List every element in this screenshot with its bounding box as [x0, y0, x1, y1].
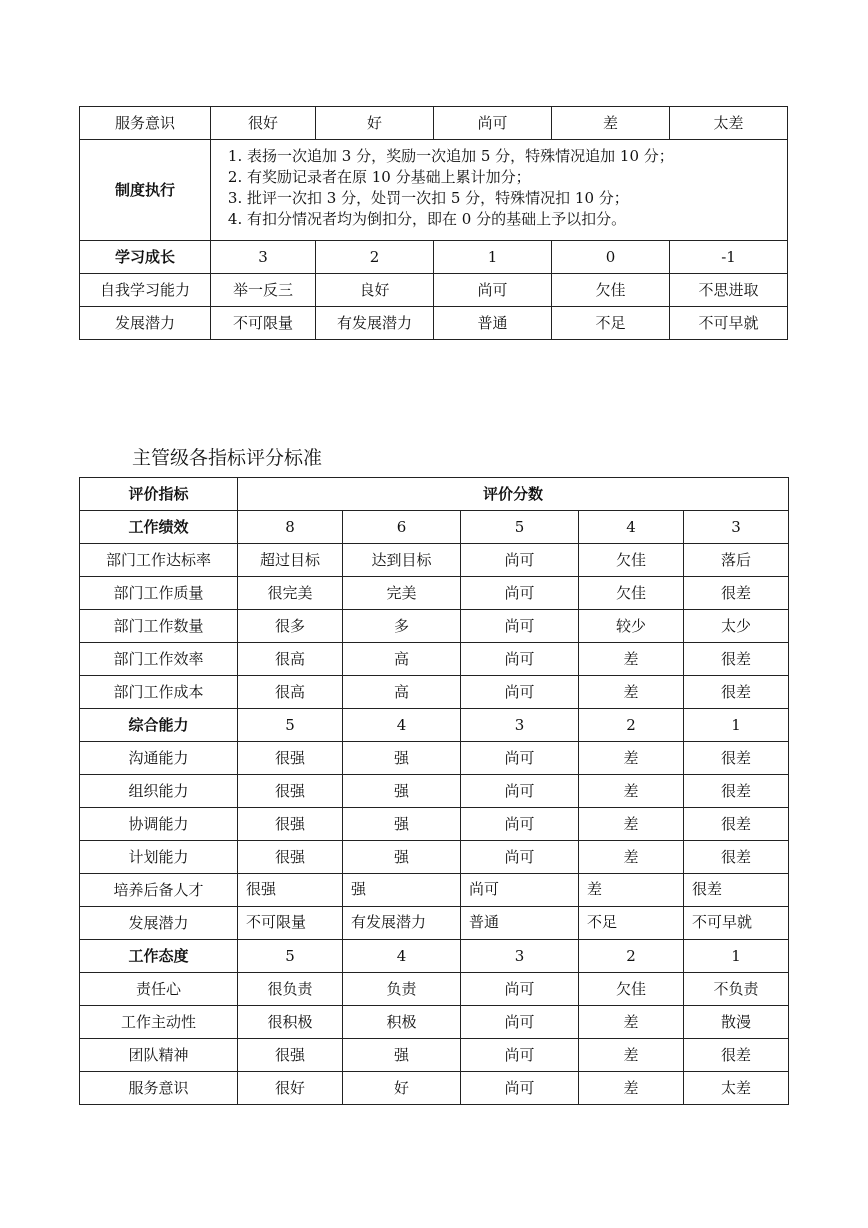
row-label: 部门工作成本: [80, 676, 238, 709]
table-cell: 欠佳: [579, 973, 684, 1006]
group-header-row: [80, 511, 789, 544]
table-cell: 完美: [343, 577, 461, 610]
table-row: [80, 907, 789, 940]
table-cell: 很强: [238, 742, 343, 775]
table-cell: 很差: [684, 775, 789, 808]
learning-growth-header-row: [80, 241, 788, 274]
score-cell: 4: [343, 709, 461, 742]
table-row: [80, 1006, 789, 1039]
table-cell: 很高: [238, 643, 343, 676]
header-score: 评价分数: [238, 478, 789, 511]
table-cell: 尚可: [434, 107, 552, 140]
score-cell: 3: [211, 241, 316, 274]
table-row: [80, 274, 788, 307]
score-cell: 1: [684, 709, 789, 742]
table-cell: 不可早就: [684, 907, 789, 940]
score-cell: 5: [238, 709, 343, 742]
staff-criteria-table-continued: [79, 106, 788, 340]
table-cell: 差: [579, 874, 684, 907]
table-cell: 欠佳: [552, 274, 670, 307]
header-indicator: 评价指标: [80, 478, 238, 511]
score-cell: 1: [684, 940, 789, 973]
table-cell: 多: [343, 610, 461, 643]
table-cell: 很强: [238, 841, 343, 874]
table-cell: 尚可: [461, 1039, 579, 1072]
table-cell: 强: [343, 874, 461, 907]
table-row: [80, 610, 789, 643]
table-cell: 强: [343, 775, 461, 808]
table-cell: 强: [343, 808, 461, 841]
group-label: 工作绩效: [80, 511, 238, 544]
table-cell: 不负责: [684, 973, 789, 1006]
table-cell: 较少: [579, 610, 684, 643]
row-label: 组织能力: [80, 775, 238, 808]
row-label: 制度执行: [80, 140, 211, 241]
score-cell: 0: [552, 241, 670, 274]
score-cell: 3: [684, 511, 789, 544]
row-label: 培养后备人才: [80, 874, 238, 907]
table-cell: 尚可: [461, 610, 579, 643]
row-label: 计划能力: [80, 841, 238, 874]
score-cell: 1: [434, 241, 552, 274]
table-cell: 太少: [684, 610, 789, 643]
table-cell: 强: [343, 841, 461, 874]
row-label: 部门工作质量: [80, 577, 238, 610]
score-cell: 3: [461, 940, 579, 973]
score-cell: 6: [343, 511, 461, 544]
rules-execution-row: [80, 140, 788, 241]
table-cell: 有发展潜力: [343, 907, 461, 940]
table-cell: 尚可: [461, 808, 579, 841]
row-label: 部门工作达标率: [80, 544, 238, 577]
group-header-row: [80, 940, 789, 973]
table-row: [80, 544, 789, 577]
rule-item: 1. 表扬一次追加 3 分，奖励一次追加 5 分，特殊情况追加 10 分；: [247, 146, 787, 167]
table-row: [80, 676, 789, 709]
row-label: 部门工作数量: [80, 610, 238, 643]
table-cell: 负责: [343, 973, 461, 1006]
table-cell: 很好: [238, 1072, 343, 1105]
table-cell: 很差: [684, 874, 789, 907]
table-cell: 很强: [238, 1039, 343, 1072]
score-cell: 4: [343, 940, 461, 973]
rule-item: 4. 有扣分情况者均为倒扣分，即在 0 分的基础上予以扣分。: [247, 209, 787, 230]
score-cell: 2: [579, 709, 684, 742]
table-cell: 尚可: [461, 775, 579, 808]
table-cell: 很负责: [238, 973, 343, 1006]
table-cell: 好: [343, 1072, 461, 1105]
table-cell: 尚可: [461, 577, 579, 610]
table-cell: 不思进取: [670, 274, 788, 307]
table-cell: 差: [579, 1006, 684, 1039]
table-row: [80, 1072, 789, 1105]
row-label: 责任心: [80, 973, 238, 1006]
row-label: 服务意识: [80, 107, 211, 140]
row-label: 发展潜力: [80, 907, 238, 940]
table-cell: 尚可: [461, 973, 579, 1006]
table-cell: 差: [579, 742, 684, 775]
group-label: 工作态度: [80, 940, 238, 973]
table-cell: 很完美: [238, 577, 343, 610]
table-cell: 不足: [579, 907, 684, 940]
table-cell: 超过目标: [238, 544, 343, 577]
table-cell: 很多: [238, 610, 343, 643]
table-row: [80, 808, 789, 841]
score-cell: 2: [316, 241, 434, 274]
score-cell: 5: [238, 940, 343, 973]
table-cell: 尚可: [461, 676, 579, 709]
table-cell: 有发展潜力: [316, 307, 434, 340]
score-cell: 8: [238, 511, 343, 544]
score-cell: 4: [579, 511, 684, 544]
table-cell: 差: [552, 107, 670, 140]
table-row: [80, 841, 789, 874]
group-label: 学习成长: [80, 241, 211, 274]
table-cell: 不足: [552, 307, 670, 340]
table-cell: 很强: [238, 874, 343, 907]
row-label: 部门工作效率: [80, 643, 238, 676]
rules-cell: [211, 140, 788, 241]
table-cell: 尚可: [461, 841, 579, 874]
table-header-row: [80, 478, 789, 511]
table-row: [80, 307, 788, 340]
table-cell: 欠佳: [579, 577, 684, 610]
table-row: [80, 874, 789, 907]
table-cell: 不可限量: [238, 907, 343, 940]
table-cell: 普通: [434, 307, 552, 340]
table-cell: 很强: [238, 808, 343, 841]
table-cell: 差: [579, 1072, 684, 1105]
table-cell: 良好: [316, 274, 434, 307]
supervisor-criteria-table: [79, 477, 789, 1105]
table-cell: 很强: [238, 775, 343, 808]
row-label: 团队精神: [80, 1039, 238, 1072]
table-cell: 差: [579, 775, 684, 808]
table-cell: 高: [343, 676, 461, 709]
table-cell: 差: [579, 1039, 684, 1072]
table-cell: 尚可: [461, 874, 579, 907]
score-cell: 2: [579, 940, 684, 973]
section-title: 主管级各指标评分标准: [132, 447, 323, 469]
table-cell: 尚可: [461, 1006, 579, 1039]
table-cell: 差: [579, 841, 684, 874]
table-cell: 尚可: [461, 643, 579, 676]
table-row: [80, 1039, 789, 1072]
table-cell: 强: [343, 742, 461, 775]
table-cell: 尚可: [461, 1072, 579, 1105]
table-cell: 很差: [684, 643, 789, 676]
table-cell: 落后: [684, 544, 789, 577]
table-cell: 差: [579, 808, 684, 841]
table-cell: 举一反三: [211, 274, 316, 307]
table-cell: 不可限量: [211, 307, 316, 340]
row-label: 发展潜力: [80, 307, 211, 340]
table-cell: 不可早就: [670, 307, 788, 340]
table-cell: 很好: [211, 107, 316, 140]
table-cell: 太差: [684, 1072, 789, 1105]
score-cell: -1: [670, 241, 788, 274]
row-label: 自我学习能力: [80, 274, 211, 307]
rule-item: 2. 有奖励记录者在原 10 分基础上累计加分；: [247, 167, 787, 188]
row-label: 服务意识: [80, 1072, 238, 1105]
table-cell: 尚可: [461, 742, 579, 775]
table-cell: 高: [343, 643, 461, 676]
service-awareness-row: [80, 107, 788, 140]
table-cell: 很差: [684, 808, 789, 841]
rules-list: [219, 146, 787, 230]
row-label: 沟通能力: [80, 742, 238, 775]
table-row: [80, 742, 789, 775]
table-cell: 很差: [684, 841, 789, 874]
table-cell: 很积极: [238, 1006, 343, 1039]
table-row: [80, 643, 789, 676]
row-label: 协调能力: [80, 808, 238, 841]
table-cell: 尚可: [434, 274, 552, 307]
table-cell: 达到目标: [343, 544, 461, 577]
table-row: [80, 577, 789, 610]
table-cell: 很高: [238, 676, 343, 709]
score-cell: 5: [461, 511, 579, 544]
table-cell: 差: [579, 643, 684, 676]
table-cell: 太差: [670, 107, 788, 140]
rule-item: 3. 批评一次扣 3 分，处罚一次扣 5 分，特殊情况扣 10 分；: [247, 188, 787, 209]
table-cell: 差: [579, 676, 684, 709]
table-cell: 很差: [684, 676, 789, 709]
table-cell: 很差: [684, 742, 789, 775]
table-cell: 尚可: [461, 544, 579, 577]
row-label: 工作主动性: [80, 1006, 238, 1039]
table-cell: 普通: [461, 907, 579, 940]
group-label: 综合能力: [80, 709, 238, 742]
table-cell: 强: [343, 1039, 461, 1072]
score-cell: 3: [461, 709, 579, 742]
table-row: [80, 973, 789, 1006]
table-cell: 散漫: [684, 1006, 789, 1039]
table-cell: 欠佳: [579, 544, 684, 577]
table-row: [80, 775, 789, 808]
table-cell: 积极: [343, 1006, 461, 1039]
table-cell: 很差: [684, 1039, 789, 1072]
group-header-row: [80, 709, 789, 742]
table-cell: 好: [316, 107, 434, 140]
table-cell: 很差: [684, 577, 789, 610]
